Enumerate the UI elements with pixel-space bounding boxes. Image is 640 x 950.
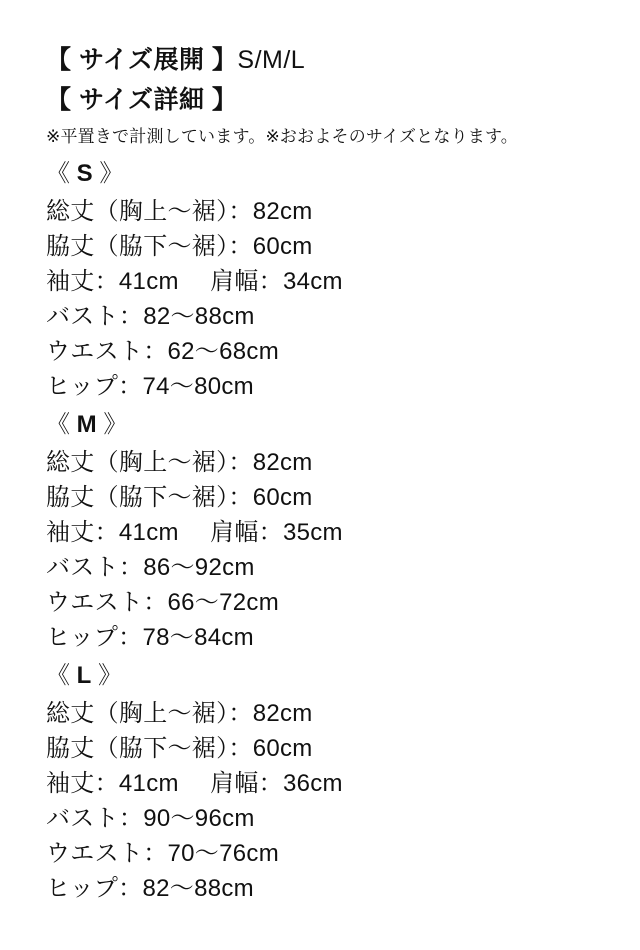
measurement-side-length: 脇丈（脇下〜裾）：60cm: [46, 484, 313, 511]
size-header-l: [46, 655, 624, 696]
measurement-total-length: 総丈（胸上〜裾）：82cm: [46, 700, 313, 727]
size-letter-m: M: [76, 411, 97, 438]
measurement-sleeve-shoulder: 袖丈：41cm 肩幅：34cm: [46, 268, 343, 295]
measurement-hip: ヒップ：78〜84cm: [46, 624, 254, 651]
size-header-m: [46, 404, 624, 445]
size-lineup-label: 【 サイズ展開 】: [46, 46, 238, 74]
size-header-s: [46, 153, 624, 194]
measurement-side-length: 脇丈（脇下〜裾）：60cm: [46, 233, 313, 260]
measurement-waist: ウエスト：62〜68cm: [46, 338, 279, 365]
open-bracket: 《: [46, 160, 77, 187]
measurement-sleeve-shoulder: 袖丈：41cm 肩幅：36cm: [46, 770, 343, 797]
measurement-note: ※平置きで計測しています。※おおよそのサイズとなります。: [46, 127, 519, 146]
measurement-sleeve-shoulder: 袖丈：41cm 肩幅：35cm: [46, 519, 343, 546]
size-letter-s: S: [76, 160, 93, 187]
open-bracket: 《: [46, 411, 77, 438]
measurement-bust: バスト：86〜92cm: [46, 554, 255, 581]
open-bracket: 《: [46, 662, 77, 689]
measurement-waist: ウエスト：70〜76cm: [46, 840, 279, 867]
close-bracket: 》: [96, 411, 128, 438]
measurement-hip: ヒップ：74〜80cm: [46, 373, 254, 400]
measurement-total-length: 総丈（胸上〜裾）：82cm: [46, 198, 313, 225]
measurement-waist: ウエスト：66〜72cm: [46, 589, 279, 616]
measurement-hip: ヒップ：82〜88cm: [46, 875, 254, 902]
close-bracket: 》: [91, 662, 123, 689]
size-section-s: [46, 153, 624, 404]
size-detail-heading: 【 サイズ詳細 】: [46, 86, 238, 114]
size-section-m: [46, 404, 624, 655]
measurement-bust: バスト：90〜96cm: [46, 805, 255, 832]
size-lineup-heading: [46, 40, 624, 80]
size-lineup-value: S/M/L: [237, 46, 306, 74]
size-letter-l: L: [76, 662, 92, 689]
close-bracket: 》: [92, 160, 124, 187]
measurement-bust: バスト：82〜88cm: [46, 303, 255, 330]
size-section-l: [46, 655, 624, 906]
measurement-total-length: 総丈（胸上〜裾）：82cm: [46, 449, 313, 476]
measurement-side-length: 脇丈（脇下〜裾）：60cm: [46, 735, 313, 762]
